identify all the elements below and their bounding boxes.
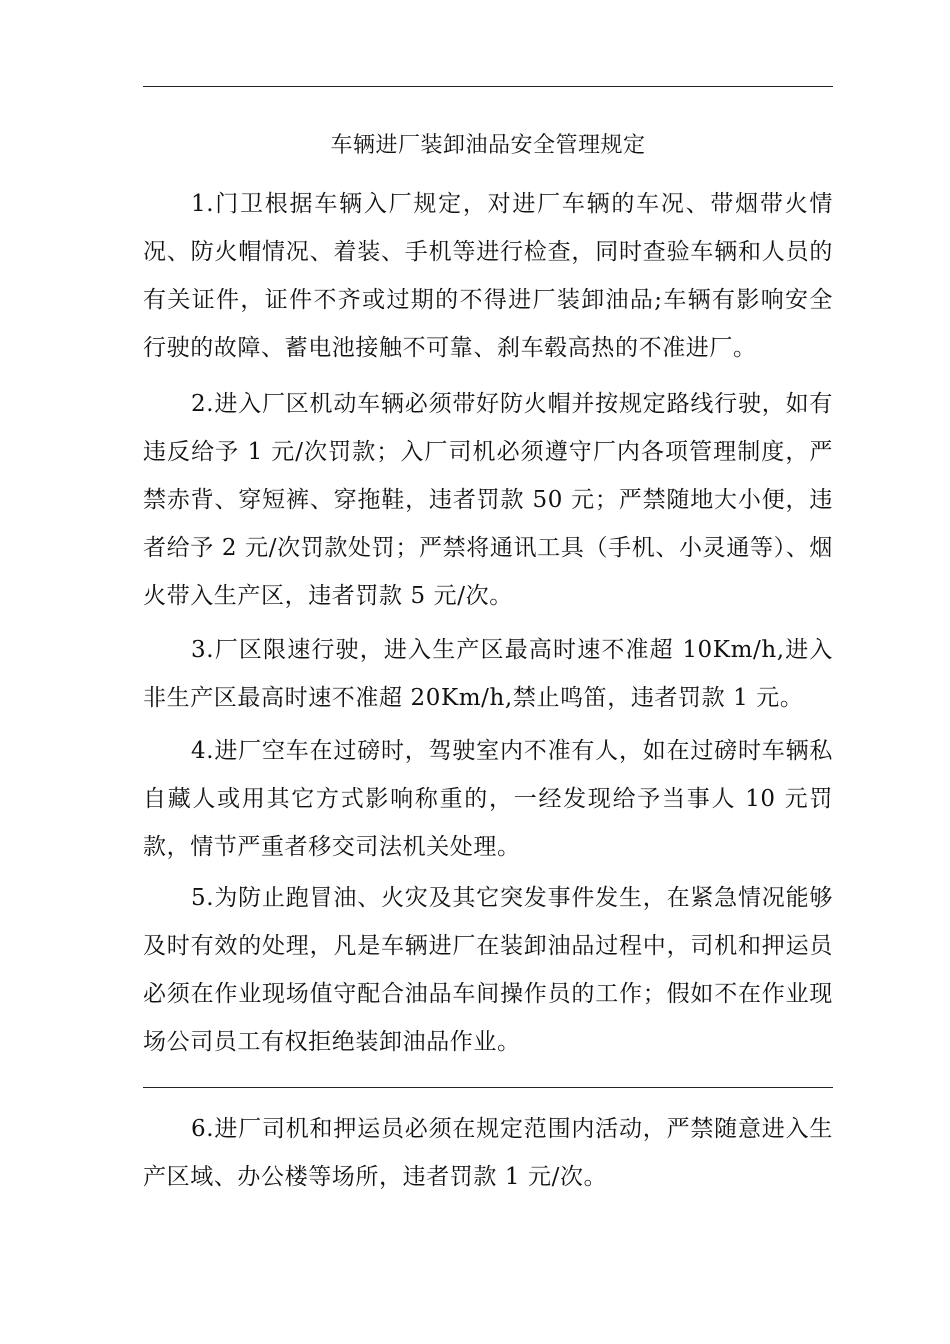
rule-paragraph-2: 2.进入厂区机动车辆必须带好防火帽并按规定路线行驶，如有违反给予 1 元/次罚款；入厂司机必须遵守厂内各项管理制度，严禁赤背、穿短裤、穿拖鞋，违者罚款 50 元；严禁随地大小便，违者给予 2 元/次罚款处罚；严禁将通讯工具（手机、小灵通等）、烟火带入生产区，违者罚款 5 元/次。 bbox=[143, 391, 833, 609]
header-divider bbox=[143, 86, 833, 87]
rule-paragraph-4: 4.进厂空车在过磅时，驾驶室内不准有人，如在过磅时车辆私自藏人或用其它方式影响称重的，一经发现给予当事人 10 元罚款，情节严重者移交司法机关处理。 bbox=[143, 738, 833, 860]
rule-paragraph-5: 5.为防止跑冒油、火灾及其它突发事件发生，在紧急情况能够及时有效的处理，凡是车辆进厂在装卸油品过程中，司机和押运员必须在作业现场值守配合油品车间操作员的工作；假如不在作业现场公司员工有权拒绝装卸油品作业。 bbox=[143, 885, 833, 1055]
document-title: 车辆进厂装卸油品安全管理规定 bbox=[330, 133, 646, 158]
page-divider bbox=[143, 1087, 833, 1088]
rule-paragraph-6: 6.进厂司机和押运员必须在规定范围内活动，严禁随意进入生产区域、办公楼等场所，违者罚款 1 元/次。 bbox=[143, 1116, 833, 1190]
rule-paragraph-3: 3.厂区限速行驶，进入生产区最高时速不准超 10Km/h,进入非生产区最高时速不准超 20Km/h,禁止鸣笛，违者罚款 1 元。 bbox=[143, 637, 833, 711]
rule-paragraph-1: 1.门卫根据车辆入厂规定，对进厂车辆的车况、带烟带火情况、防火帽情况、着装、手机等进行检查，同时查验车辆和人员的有关证件，证件不齐或过期的不得进厂装卸油品;车辆有影响安全行驶的故障、蓄电池接触不可靠、刹车毂高热的不准进厂。 bbox=[143, 191, 833, 361]
